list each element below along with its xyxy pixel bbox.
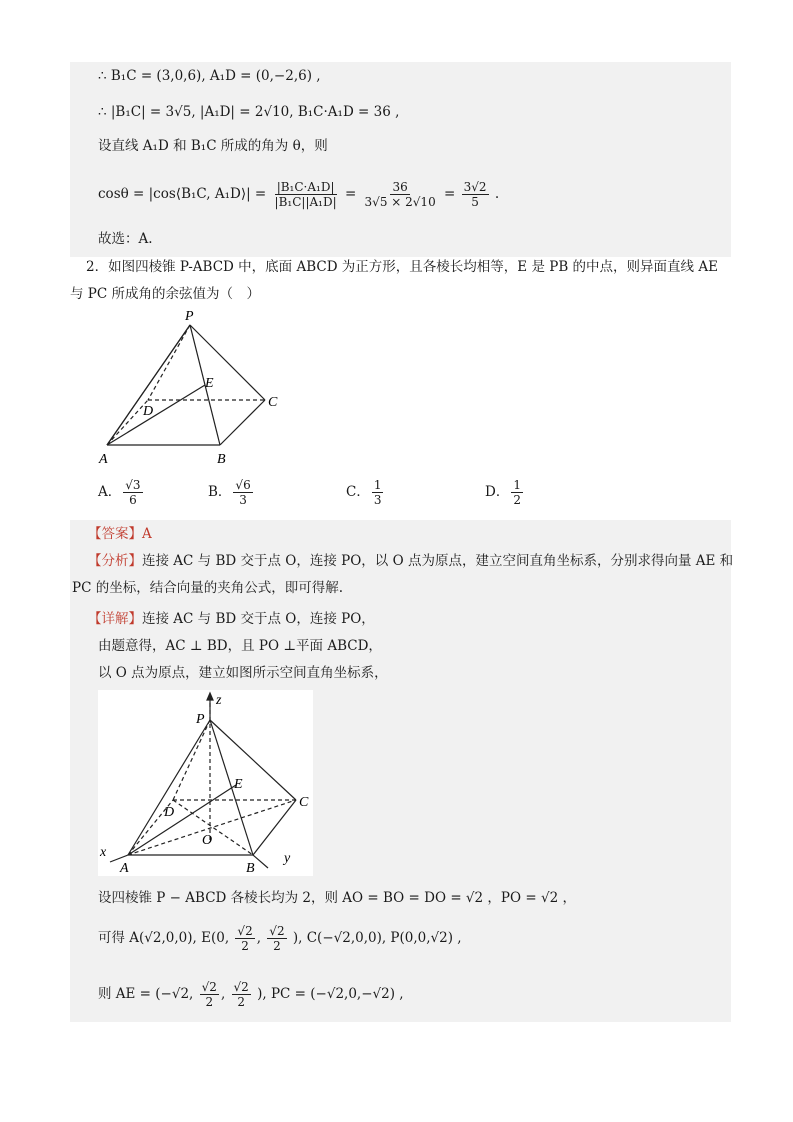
choose-answer: 故选：A. [98, 231, 153, 247]
vectors-line: 则 AE = (−√2, $\frac{√2}{2}$ , $\frac{√2}{2}$ ), PC = (−√2,0,−√2) , [98, 980, 404, 1009]
cos-fraction-3: $\frac{3√2}{5}$ [463, 180, 487, 209]
fig2-label-A: A [120, 861, 129, 876]
coordinate-figure [98, 690, 313, 876]
pyramid-figure [95, 305, 295, 470]
solution-line-2: ∴ |B₁C| = 3√5, |A₁D| = 2√10, B₁C·A₁D = 36 , [98, 104, 400, 120]
edge-length-line: 设四棱锥 P − ABCD 各棱长均为 2，则 AO = BO = DO = √2 ，PO = √2 ， [98, 890, 576, 906]
solution-line-1: ∴ B₁C = (3,0,6), A₁D = (0,−2,6) , [98, 68, 321, 84]
question-2-line-1: 2．如图四棱锥 P-ABCD 中，底面 ABCD 为正方形，且各棱长均相等，E 是 PB 的中点，则异面直线 AE [86, 259, 718, 275]
solution-line-3: 设直线 A₁D 和 B₁C 所成的角为 θ，则 [98, 138, 328, 154]
label-D: D [143, 404, 154, 419]
option-a[interactable]: A． $\frac{√3}{6}$ [98, 478, 141, 507]
label-E: E [205, 376, 214, 391]
fig2-label-P: P [196, 712, 205, 727]
answer-tag: 【答案】 [88, 526, 142, 542]
coord-fraction-1: $\frac{√2}{2}$ [237, 924, 253, 953]
answer-line [88, 524, 152, 544]
fig2-label-B: B [246, 861, 255, 876]
fig2-label-D: D [164, 805, 175, 820]
fig2-label-O: O [202, 833, 213, 848]
cos-fraction-1: $\frac{\text{|B₁C·A₁D|}}{\text{|B₁C||A₁D|}}$ [274, 180, 337, 209]
detail-line-2: 由题意得，AC ⊥ BD，且 PO ⊥平面 ABCD， [98, 638, 382, 654]
equals-sign-2: = [444, 186, 456, 202]
coordinates-line: 可得 A(√2,0,0), E(0, $\frac{√2}{2}$ , $\frac{√2}{2}$ ), C(−√2,0,0), P(0,0,√2) , [98, 924, 462, 953]
label-B: B [217, 452, 226, 467]
label-C: C [268, 395, 278, 410]
vec-fraction-2: $\frac{√2}{2}$ [233, 980, 249, 1009]
option-c[interactable]: C． $\frac{1}{3}$ [346, 478, 382, 507]
cosine-formula [98, 172, 499, 216]
detail-line-3: 以 O 点为原点，建立如图所示空间直角坐标系， [98, 665, 388, 681]
equals-sign: = [344, 186, 357, 202]
detail-tag: 【详解】 [88, 611, 142, 627]
option-b[interactable]: B． $\frac{√6}{3}$ [208, 478, 251, 507]
analysis-tag: 【分析】 [88, 553, 142, 569]
answer-value: A [142, 526, 152, 542]
analysis-line-1: 【分析】连接 AC 与 BD 交于点 O，连接 PO，以 O 点为原点，建立空间直角坐标系，分别求得向量 AE 和 [88, 553, 734, 569]
fig2-label-x: x [100, 845, 107, 860]
analysis-line-2: PC 的坐标，结合向量的夹角公式，即可得解. [72, 580, 343, 596]
option-d[interactable]: D． $\frac{1}{2}$ [485, 478, 521, 507]
solution-block-1 [70, 62, 731, 257]
vec-fraction-1: $\frac{√2}{2}$ [201, 980, 217, 1009]
fig2-label-z: z [216, 693, 222, 708]
label-P: P [185, 309, 194, 324]
cos-fraction-2: $\frac{36}{3√5 \times 2√10}$ [364, 180, 436, 209]
cos-left: cosθ = |cos⟨B₁C, A₁D⟩| = [98, 186, 267, 202]
period: . [494, 186, 500, 202]
fig2-label-E: E [234, 777, 243, 792]
detail-line-1: 【详解】连接 AC 与 BD 交于点 O，连接 PO， [88, 611, 375, 627]
question-2-line-2: 与 PC 所成角的余弦值为（ ） [70, 286, 260, 302]
label-A: A [99, 452, 108, 467]
fig2-label-y: y [284, 851, 291, 866]
fig2-label-C: C [299, 795, 309, 810]
coord-fraction-2: $\frac{√2}{2}$ [269, 924, 285, 953]
